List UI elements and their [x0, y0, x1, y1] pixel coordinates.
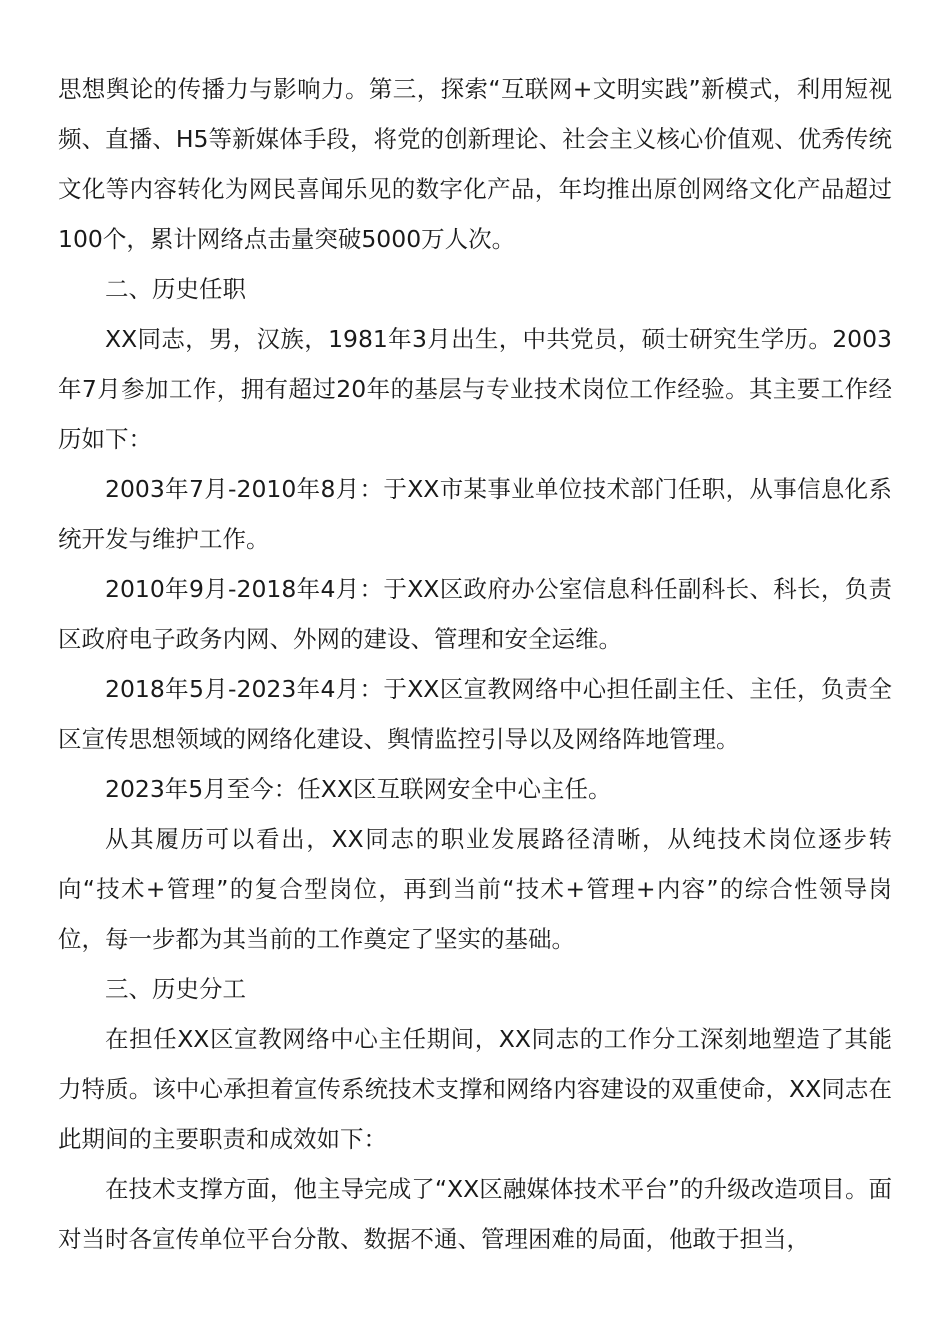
- paragraph-division-intro: 在担任XX区宣教网络中心主任期间，XX同志的工作分工深刻地塑造了其能力特质。该中心承担着宣传系统技术支撑和网络内容建设的双重使命，XX同志在此期间的主要职责和成效如下：: [58, 1025, 892, 1153]
- paragraph-tech-support: 在技术支撑方面，他主导完成了“XX区融媒体技术平台”的升级改造项目。面对当时各宣传单位平台分散、数据不通、管理困难的局面，他敢于担当，: [58, 1175, 892, 1253]
- paragraph-career-summary: 从其履历可以看出，XX同志的职业发展路径清晰，从纯技术岗位逐步转向“技术+管理”的复合型岗位，再到当前“技术+管理+内容”的综合性领导岗位，每一步都为其当前的工作奠定了坚实的基础。: [58, 825, 892, 953]
- section-heading-history-division: 三、历史分工: [105, 975, 246, 1003]
- document-page: [58, 64, 892, 1264]
- paragraph-career-2010: 2010年9月-2018年4月：于XX区政府办公室信息科任副科长、科长，负责区政府电子政务内网、外网的建设、管理和安全运维。: [58, 575, 892, 653]
- paragraph-profile: XX同志，男，汉族，1981年3月出生，中共党员，硕士研究生学历。2003年7月参加工作，拥有超过20年的基层与专业技术岗位工作经验。其主要工作经历如下：: [58, 325, 892, 453]
- paragraph-continuation: 思想舆论的传播力与影响力。第三，探索“互联网+文明实践”新模式，利用短视频、直播、H5等新媒体手段，将党的创新理论、社会主义核心价值观、优秀传统文化等内容转化为网民喜闻乐见的数字化产品，年均推出原创网络文化产品超过100个，累计网络点击量突破5000万人次。: [58, 75, 892, 253]
- paragraph-career-2018: 2018年5月-2023年4月：于XX区宣教网络中心担任副主任、主任，负责全区宣传思想领域的网络化建设、舆情监控引导以及网络阵地管理。: [58, 675, 892, 753]
- paragraph-career-2023: 2023年5月至今：任XX区互联网安全中心主任。: [105, 775, 612, 803]
- paragraph-career-2003: 2003年7月-2010年8月：于XX市某事业单位技术部门任职，从事信息化系统开发与维护工作。: [58, 475, 892, 553]
- section-heading-history-positions: 二、历史任职: [105, 275, 246, 303]
